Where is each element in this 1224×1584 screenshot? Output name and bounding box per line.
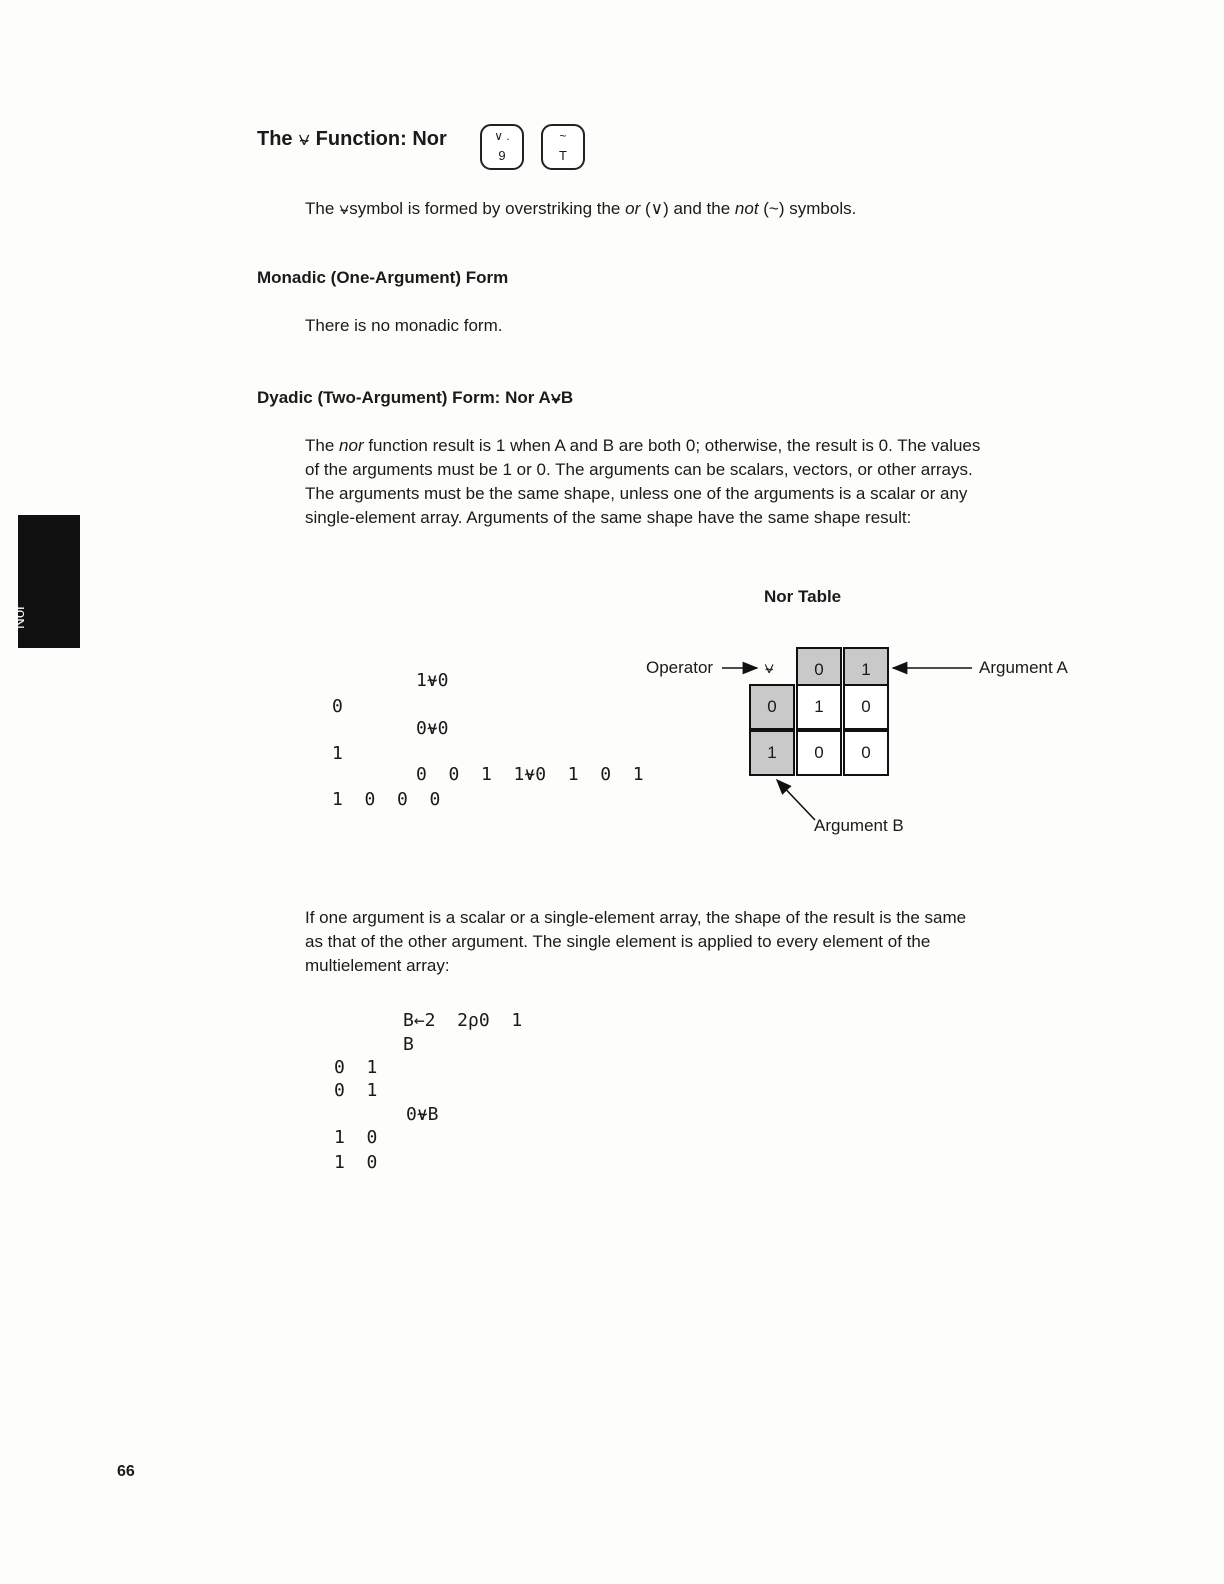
header-a-0: 0 [796, 647, 842, 693]
dyadic-para-start: The [305, 436, 340, 455]
example2-line-7: 1 0 [334, 1152, 378, 1173]
keycap-not-top: ~ [559, 129, 567, 143]
example1-line-6: 1 0 0 0 [332, 789, 441, 810]
argument-b-label: Argument B [814, 816, 904, 835]
operator-symbol: ⍱ [764, 658, 775, 677]
dyadic-nor-word: nor [339, 436, 364, 455]
intro-part-3: (∨) and the [640, 199, 735, 218]
dyadic-heading: Dyadic (Two-Argument) Form: Nor A⍱B [257, 388, 574, 407]
monadic-heading: Monadic (One-Argument) Form [257, 268, 509, 287]
keycap-not-bottom: T [559, 148, 567, 163]
intro-not: not [734, 199, 759, 218]
dyadic-para-rest: function result is 1 when A and B are both 0; otherwise, the result is 0. The values of the arguments must be 1 or 0. The arguments can be scalars, vectors, or other arrays. The arguments must be the same shape, unless one of the arguments is a scalar or any single-element array. Arguments of the same shape have the same shape result: [305, 436, 981, 527]
intro-part-4: (~) symbols. [758, 199, 857, 218]
example2-line-6: 1 0 [334, 1127, 378, 1148]
keycap-or-top: ∨ . [494, 129, 510, 143]
example1-line-5: 0 0 1 1⍱0 1 0 1 [416, 764, 644, 785]
scalar-paragraph: If one argument is a scalar or a single-element array, the shape of the result is the same as that of the other argument. The single element is applied to every element of the multielement array: [305, 908, 967, 975]
cell-0-0: 1 [796, 684, 842, 730]
example2-line-2: B [403, 1034, 414, 1055]
example1-line-2: 0 [332, 696, 343, 717]
header-a-1: 1 [843, 647, 889, 693]
example1-line-1: 1⍱0 [416, 670, 449, 691]
intro-part-2: symbol is formed by overstriking the [349, 199, 626, 218]
nor-table-title: Nor Table [764, 587, 842, 606]
cell-1-0: 0 [796, 730, 842, 776]
keycap-or-bottom: 9 [498, 148, 506, 163]
title-prefix: The [257, 128, 299, 150]
section-side-tab [11, 515, 80, 648]
operator-label: Operator [646, 658, 714, 677]
example2-line-3: 0 1 [334, 1057, 378, 1078]
cell-0-1: 0 [843, 684, 889, 730]
example2-line-4: 0 1 [334, 1080, 378, 1101]
example2-line-1: B←2 2⍴0 1 [403, 1010, 523, 1031]
argument-a-label: Argument A [979, 658, 1068, 677]
page-number: 66 [117, 1463, 135, 1480]
example1-line-4: 1 [332, 743, 343, 764]
header-b-0: 0 [749, 684, 795, 730]
example1-line-3: 0⍱0 [416, 718, 449, 739]
intro-symbol: ⍱ [339, 199, 350, 218]
side-tab-label: Nor [11, 604, 28, 629]
intro-or: or [625, 199, 641, 218]
title-symbol: ⍱ [298, 128, 311, 150]
monadic-text: There is no monadic form. [305, 316, 503, 335]
header-b-1: 1 [749, 730, 795, 776]
example2-line-5: 0⍱B [406, 1104, 439, 1125]
title-suffix: Function: Nor [310, 128, 447, 150]
argument-b-arrow [777, 780, 815, 820]
intro-part-1: The [305, 199, 340, 218]
cell-1-1: 0 [843, 730, 889, 776]
